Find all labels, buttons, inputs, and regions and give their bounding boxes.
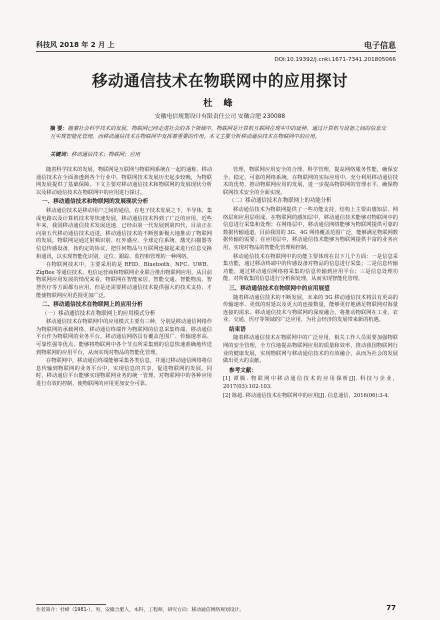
body-paragraph: 管理，物联网应用安全的合理、科学管理，提高网络服务性能，确保安全、稳定、可靠的网络系统。在物联网的实际应用中，充分利用移动通信技术的优势，推动物联网应用的发展，进一步提高物联网的管理水平，确保物联网技术安全的全面实现。: [223, 167, 398, 196]
section-heading: 参考文献：: [229, 367, 257, 374]
journal-header: 科技风 2018 年 2 月 上: [36, 41, 115, 49]
section-heading: （二）移动通信技术在物联网上的功能分析: [229, 198, 332, 205]
doi-line: DOI:10.19392/j.cnki.1671-7341.201805066: [274, 57, 396, 63]
keywords-text: 移动通信技术；物联网；应用: [71, 152, 141, 158]
abstract: [50, 125, 386, 141]
author-footnote: 作者简介：杜峰（1981-），男，安徽合肥人，本科，工程师，研究方向：移动通信网络规划设计。: [36, 608, 245, 613]
section-header: 电子信息: [364, 41, 396, 50]
body-paragraph: 移动通信技术为物联网提供了一些功能支持，结构上主要由感知层、网络层和应用层组成。在物联网的感知层中，移动通信技术能够对物联网中的信息进行采集和处理；在网络层中，移动通信网络能够为物联网提供可靠的数据传输通道，目前我国的 3G、4G 网络覆盖范围广泛，能够满足物联网数据传输的需要；在应用层中，移动通信技术能够为物联网提供丰富的业务应用，实现对物品的智能化管理和控制。: [223, 206, 398, 251]
abstract-label: 摘 要：: [50, 126, 68, 132]
reference-item: [2] 陈超. 移动通信技术在物联网中的应用[J]. 信息通信，2016(06):3-4.: [223, 392, 390, 399]
abstract-text: 随着社会科学技术的发展，物联网已经走进社会的各个领域中。物联网是计算机互联网在现实中的延伸，通过计算机与设备之间的信息交互实现智能化管理，而移动通信技术在物联网中发挥着重要的作用。本文主要分析移动通信技术在物联网中的应用。: [50, 126, 386, 141]
section-heading: 一、移动通信技术和物联网的发展现状分析: [42, 199, 149, 206]
section-heading: 结束语: [229, 326, 246, 333]
article-title: 移动通信技术在物联网中的应用探讨: [91, 71, 348, 90]
article-author: 杜 峰: [203, 99, 237, 109]
section-heading: （一）移动通信技术在物联网上的应用模式分析: [42, 310, 156, 317]
body-paragraph: 在物联网中，移动通信终端能够采集各类信息，并通过移动通信网络将信息传输到物联网的业务平台中，实现信息的共享，促进物联网的发展。同时，移动通信平台能够实现物联网业务的统一管理，对物联网中的各种应用进行有效的控制，使物联网的应用更加安全可靠。: [36, 358, 213, 388]
body-paragraph: 随着科学技术的发展，物联网是互联网与物联网系统在一起的通称，移动通信技术在全面渗透到各个行业中。物联网技术发展历史起步较晚，为物联网发展提供了基础保障。下文主要对移动通信技术和物联网的发展现状分析以及移动通信技术在物联网中的应用进行探讨。: [36, 167, 213, 196]
keywords: [50, 150, 386, 158]
body-paragraph: 随着移动通信技术在物联网中的广泛应用，相关工作人员需要加强物联网的安全管理，全方位地提高物联网应用的质量和效率，推动我国物联网行业的健康发展，实现物联网与移动通信技术的有效融合，从而为社会的发展做出更大的贡献。: [223, 335, 398, 365]
keywords-label: 关键词：: [50, 152, 72, 158]
page-number: 77: [386, 604, 396, 612]
header-rule: [36, 51, 396, 52]
body-paragraph: 在物联网技术中，主要采用的是 RFID、Bluetooth、NFC、UWB、ZigBee 等通信技术。电信运营商和物联网企业联合推出物联网应用，从目前物联网应用发展的情况来看，物联网在智能家居、智能交通、智能物流、智慧医疗等方面都有应用，但是还需要移动通信技术提供强大的技术支持，才能使物联网应用范围更加广泛。: [36, 262, 212, 299]
right-column: [223, 167, 398, 401]
body-paragraph: 移动通信技术在物联网中的应用模式主要有三种，分别是移动通信网络作为物联网的承载网络、移动通信终端作为物联网的信息采集终端、移动通信平台作为物联网的业务平台。移动通信网络具有覆盖范围广、传输速率高、可靠性强等优点，能够将物联网中各个节点所采集到的信息快速准确地传送到物联网的应用平台，从而实现对物品的智能化管理。: [36, 319, 213, 356]
footnote-rule: [36, 604, 106, 605]
body-paragraph: 随着移动通信技术的不断发展，未来的 5G 移动通信技术将具有更高的传输速率、更低的时延以及更大的连接数量，能够更好地满足物联网对海量连接的需求。移动通信技术与物联网的深度融合，将推动物联网在工业、农业、交通、医疗等领域的广泛应用，为社会经济的发展带来新的机遇。: [223, 294, 398, 324]
body-paragraph: 移动通信技术在物联网中的功能主要体现在以下几个方面：一是信息采集功能，通过移动终端中的传感设备对物品的信息进行采集；二是信息传输功能，通过移动通信网络将采集的信息传输到应用平台；三是信息处理功能，对所收集的信息进行分析和处理，从而实现智能化管理。: [223, 253, 398, 283]
reference-item: [1] 谭腾. 物联网中移动通信技术的应用探析[J]. 科技与企业，2017(03):102-103.: [223, 376, 398, 391]
left-column: [36, 167, 212, 390]
section-heading: 三、移动通信技术在物联网中的应用展望: [229, 285, 330, 292]
body-paragraph: 移动通信技术是移动用户之间的通信，在电子技术发展之下，半导体、集成电路以及计算机技术等快速发展，移动通信技术得到了广泛的应用。近些年来，我国移动通信技术发展迅速，已经由第一代发展到第四代，目前正在向第五代移动通信技术迈进，移动通信技术的不断创新极大地推动了物联网的发展。物联网是通过射频识别、红外感应、全球定位系统、激光扫描器等信息传感设备，按约定的协议，把任何物品与互联网连接起来进行信息交换和通讯，以实现智能化识别、定位、跟踪、监控和管理的一种网络。: [36, 207, 213, 260]
article-affiliation: 安徽电信规划设计有限责任公司 安徽合肥 230088: [154, 114, 286, 120]
section-heading: 二、移动通信技术在物联网上的应用分析: [42, 302, 143, 309]
